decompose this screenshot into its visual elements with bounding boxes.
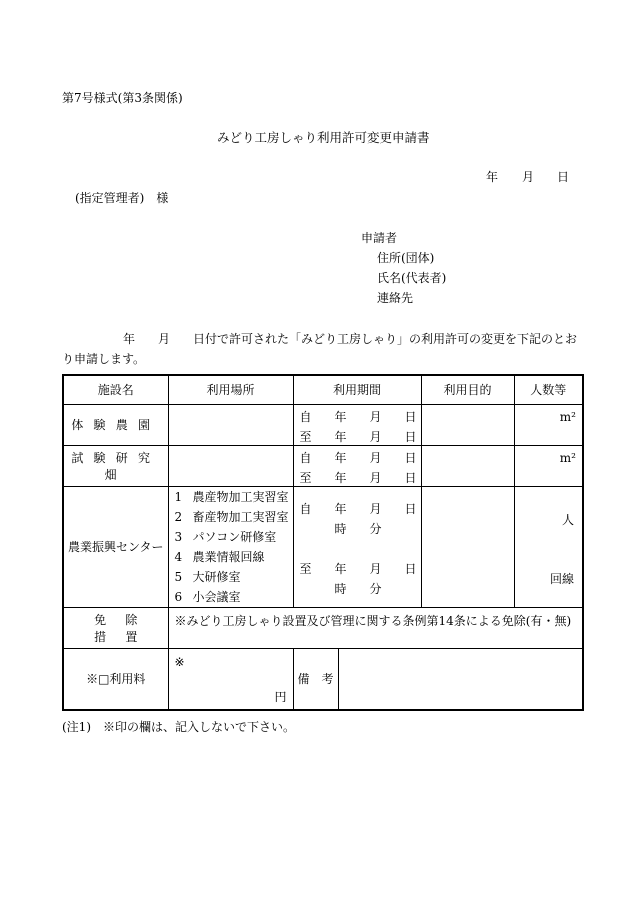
list-item[interactable]: 3 パソコン研修室: [174, 529, 277, 544]
footnote: (注1) ※印の欄は、記入しないで下さい。: [62, 720, 295, 734]
place-cell-field[interactable]: [168, 445, 293, 486]
place-cell-farm[interactable]: [168, 404, 293, 445]
header-count: 人数等: [514, 375, 583, 404]
period-to-time-center: 時 分: [334, 581, 382, 596]
list-item[interactable]: 2 畜産物加工実習室: [174, 509, 289, 524]
unit-area-farm: m²: [559, 409, 576, 424]
purpose-cell-farm[interactable]: [421, 404, 514, 445]
applicant-name-label: 氏名(代表者): [377, 271, 447, 285]
table-row-farm: [63, 404, 583, 445]
period-cell-field[interactable]: [293, 445, 421, 486]
form-number: 第7号様式(第3条関係): [62, 91, 183, 105]
purpose-cell-center[interactable]: [421, 486, 514, 607]
remarks-field[interactable]: [339, 649, 583, 709]
fee-cell[interactable]: [168, 648, 293, 710]
facility-name-field: 試験研究畑: [63, 445, 168, 486]
period-from-farm: 自 年 月 日: [299, 409, 417, 424]
date-month: 月: [522, 170, 535, 184]
purpose-cell-field[interactable]: [421, 445, 514, 486]
application-table: [62, 374, 584, 711]
period-to-farm: 至 年 月 日: [299, 429, 417, 444]
place-cell-center: [168, 486, 293, 607]
table-row-exemption: [63, 607, 583, 648]
period-from-field: 自 年 月 日: [299, 450, 417, 465]
place-list-center: [175, 487, 293, 607]
intro-month: 月: [158, 332, 171, 346]
intro-text-line1: 日付で許可された「みどり工房しゃり」の利用許可の変更を下記のとお: [193, 332, 578, 346]
header-period: 利用期間: [293, 375, 421, 404]
addressee: (指定管理者) 様: [75, 191, 169, 205]
period-cell-farm[interactable]: [293, 404, 421, 445]
period-to-center: 至 年 月 日: [299, 561, 417, 576]
fee-mark: ※: [174, 654, 185, 669]
exemption-label: 免除措置: [63, 607, 168, 648]
remarks-cell: [293, 648, 583, 710]
count-cell-farm[interactable]: [514, 404, 583, 445]
count-cell-field[interactable]: [514, 445, 583, 486]
list-item[interactable]: 1 農産物加工実習室: [174, 489, 289, 504]
table-row-field: [63, 445, 583, 486]
period-from-center: 自 年 月 日: [299, 501, 417, 516]
intro-text-line2: り申請します。: [62, 352, 146, 366]
applicant-address-label: 住所(団体): [377, 251, 435, 265]
count-cell-center[interactable]: [514, 486, 583, 607]
date-day: 日: [557, 170, 570, 184]
unit-lines: 回線: [549, 571, 574, 586]
unit-area-field: m²: [559, 450, 576, 465]
period-from-time-center: 時 分: [334, 521, 382, 536]
table-row-center: [63, 486, 583, 607]
intro-year: 年: [123, 332, 136, 346]
applicant-contact-label: 連絡先: [377, 291, 414, 305]
facility-name-center: 農業振興センター: [63, 486, 168, 607]
facility-name-farm: 体験農園: [63, 404, 168, 445]
list-item[interactable]: 4 農業情報回線: [174, 549, 265, 564]
header-purpose: 利用目的: [421, 375, 514, 404]
list-item[interactable]: 5 大研修室: [174, 569, 241, 584]
table-row-fee: [63, 648, 583, 710]
applicant-heading: 申請者: [361, 231, 398, 245]
header-place: 利用場所: [168, 375, 293, 404]
remarks-label: 備 考: [294, 649, 339, 709]
header-facility: 施設名: [63, 375, 168, 404]
unit-people: 人: [561, 512, 574, 527]
form-title: みどり工房しゃり利用許可変更申請書: [217, 130, 430, 145]
date-year: 年: [486, 170, 499, 184]
fee-label: ※□利用料: [63, 648, 168, 710]
fee-unit: 円: [274, 690, 287, 704]
exemption-text: ※みどり工房しゃり設置及び管理に関する条例第14条による免除(有・無): [168, 607, 583, 648]
table-header-row: [63, 375, 583, 404]
list-item[interactable]: 6 小会議室: [174, 589, 241, 604]
period-cell-center[interactable]: [293, 486, 421, 607]
period-to-field: 至 年 月 日: [299, 470, 417, 485]
